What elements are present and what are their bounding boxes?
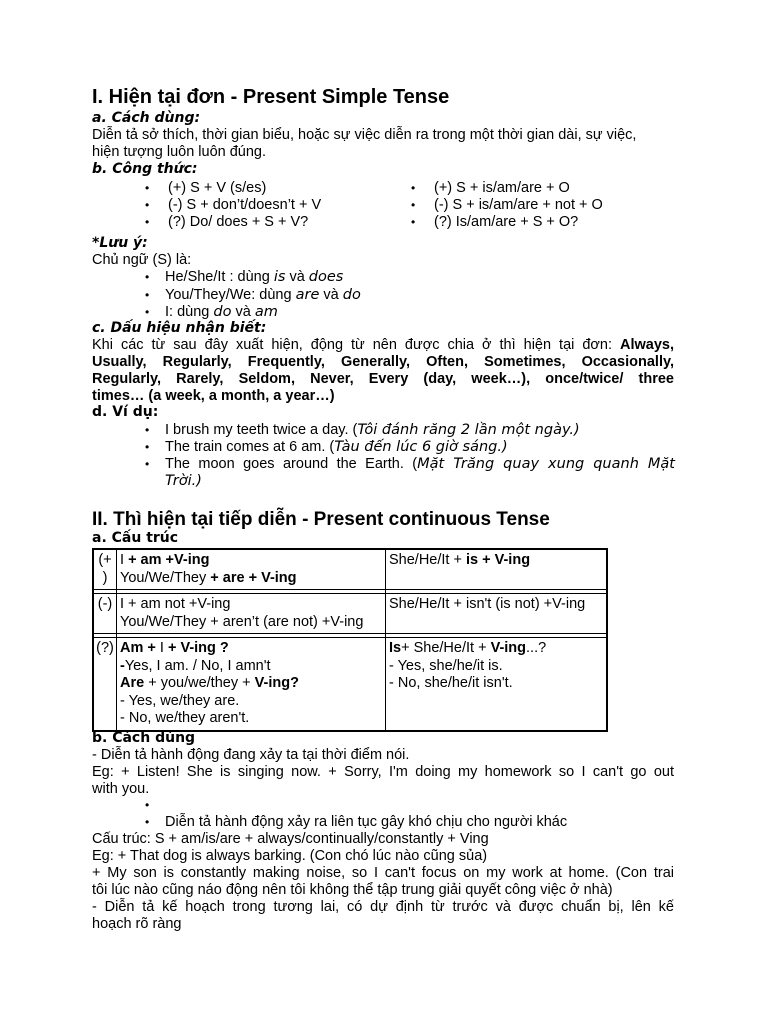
cach-dung-heading: a. Cách dùng: xyxy=(92,110,201,126)
formula-left-1: (+) S + V (s/es) xyxy=(168,180,267,196)
symbol-question: (?) xyxy=(93,638,117,731)
bullet-icon: • xyxy=(411,215,416,229)
formula-left-3: (?) Do/ does + S + V? xyxy=(168,214,309,230)
bullet-icon: • xyxy=(145,423,150,437)
example-3: The moon goes around the Earth. (Mặt Trăng quay xung quanh Mặt xyxy=(165,456,675,472)
table-row-negative xyxy=(93,594,607,634)
vi-du-heading: d. Ví dụ: xyxy=(92,404,159,420)
dau-hieu-line-1: Khi các từ sau đây xuất hiện, động từ nên được chia ở thì hiện tại đơn: Always, xyxy=(92,337,674,353)
bullet-icon: • xyxy=(145,270,150,284)
bullet-icon: • xyxy=(145,457,150,471)
usage-line-2: Eg: + Listen! She is singing now. + Sorry, I'm doing my homework so I can't go out xyxy=(92,764,674,780)
luu-y-intro: Chủ ngữ (S) là: xyxy=(92,252,192,268)
usage-line-8: - Diễn tả kế hoạch trong tương lai, có dự định từ trước và được chuẩn bị, lên kế xyxy=(92,899,674,915)
dau-hieu-line-2: Usually, Regularly, Frequently, Generally, Often, Sometimes, Occasionally, xyxy=(92,354,674,370)
dau-hieu-line-4: times… (a week, a month, a year…) xyxy=(92,388,335,404)
table-row-question xyxy=(93,638,607,731)
bullet-icon: • xyxy=(411,181,416,195)
note-item-3: I: dùng do và am xyxy=(165,304,278,320)
usage-line-9: hoạch rõ ràng xyxy=(92,916,182,932)
positive-cell-3rd: She/He/It + is + V-ing xyxy=(386,549,608,590)
bullet-icon: • xyxy=(145,440,150,454)
dau-hieu-line-3: Regularly, Rarely, Seldom, Never, Every (day, week…), once/twice/ three xyxy=(92,371,674,387)
usage-line-6: + My son is constantly making noise, so I can't focus on my work at home. (Con trai xyxy=(92,865,674,881)
luu-y-heading: *Lưu ý: xyxy=(92,235,148,251)
positive-cell: I + am +V-ing You/We/They + are + V-ing xyxy=(117,549,386,590)
cong-thuc-heading: b. Công thức: xyxy=(92,161,198,177)
table-row-positive xyxy=(93,549,607,590)
note-item-2: You/They/We: dùng are và do xyxy=(165,287,361,303)
bullet-icon: • xyxy=(145,288,150,302)
section-2-title: II. Thì hiện tại tiếp diễn - Present continuous Tense xyxy=(92,509,550,530)
question-cell: Am + I + V-ing ? -Yes, I am. / No, I amn't Are + you/we/they + V-ing? - Yes, we/they are. - No, we/they aren't. xyxy=(117,638,386,731)
usage-line-7: tôi lúc nào cũng náo động nên tôi không thể tập trung giải quyết công việc ở nhà) xyxy=(92,882,613,898)
cach-dung-2-heading: b. Cách dùng xyxy=(92,730,196,746)
cach-dung-line-1: Diễn tả sở thích, thời gian biểu, hoặc sự việc diễn ra trong một thời gian dài, sự việc, xyxy=(92,127,637,143)
usage-bullet-2: Diễn tả hành động xảy ra liên tục gây khó chịu cho người khác xyxy=(165,814,568,830)
structure-table xyxy=(92,548,608,732)
bullet-icon: • xyxy=(411,198,416,212)
example-2: The train comes at 6 am. (Tàu đến lúc 6 giờ sáng.) xyxy=(165,439,508,455)
negative-cell: I + am not +V-ing You/We/They + aren’t (are not) +V-ing xyxy=(117,594,386,634)
cach-dung-line-2: hiện tượng luôn luôn đúng. xyxy=(92,144,267,160)
usage-line-3: with you. xyxy=(92,781,150,797)
usage-line-4: Cấu trúc: S + am/is/are + always/continually/constantly + Ving xyxy=(92,831,489,847)
symbol-negative: (-) xyxy=(93,594,117,634)
formula-left-2: (-) S + don’t/doesn’t + V xyxy=(168,197,322,213)
dau-hieu-heading: c. Dấu hiệu nhận biết: xyxy=(92,320,267,336)
formula-right-3: (?) Is/am/are + S + O? xyxy=(434,214,579,230)
section-1-title: I. Hiện tại đơn - Present Simple Tense xyxy=(92,86,450,108)
bullet-icon: • xyxy=(145,215,150,229)
example-3-cont: Trời.) xyxy=(165,473,202,489)
question-cell-3rd: Is+ She/He/It + V-ing...? - Yes, she/he/it is. - No, she/he/it isn't. xyxy=(386,638,608,731)
formula-right-2: (-) S + is/am/are + not + O xyxy=(434,197,603,213)
note-item-1: He/She/It : dùng is và does xyxy=(165,269,344,285)
usage-line-5: Eg: + That dog is always barking. (Con chó lúc nào cũng sủa) xyxy=(92,848,488,864)
symbol-positive: (+ ) xyxy=(93,549,117,590)
bullet-icon: • xyxy=(145,815,150,829)
usage-line-1: - Diễn tả hành động đang xảy ta tại thời điểm nói. xyxy=(92,747,410,763)
bullet-icon: • xyxy=(145,798,150,812)
bullet-icon: • xyxy=(145,181,150,195)
bullet-icon: • xyxy=(145,198,150,212)
cau-truc-heading: a. Cấu trúc xyxy=(92,530,179,546)
formula-right-1: (+) S + is/am/are + O xyxy=(434,180,570,196)
negative-cell-3rd: She/He/It + isn't (is not) +V-ing xyxy=(386,594,608,634)
bullet-icon: • xyxy=(145,305,150,319)
example-1: I brush my teeth twice a day. (Tôi đánh răng 2 lần một ngày.) xyxy=(165,422,580,438)
